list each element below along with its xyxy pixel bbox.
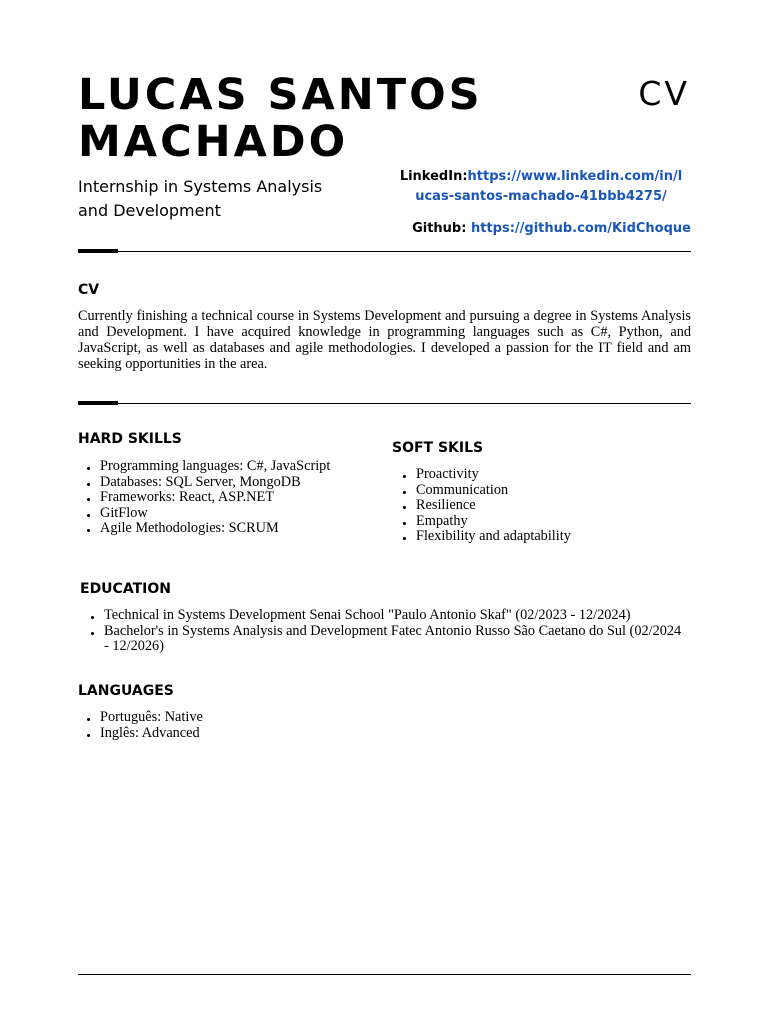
hard-skills-list xyxy=(78,459,378,537)
footer-divider xyxy=(78,974,691,975)
list-item: Proactivity xyxy=(394,467,684,483)
job-subtitle xyxy=(78,175,368,223)
linkedin-link[interactable]: https://www.linkedin.com/in/l xyxy=(467,169,683,184)
github-link[interactable]: https://github.com/KidChoque xyxy=(470,221,691,236)
soft-skills-list xyxy=(394,467,684,545)
list-item: Bachelor's in Systems Analysis and Development Fatec Antonio Russo São Caetano do Sul (02/2024 - 12/2026) xyxy=(82,624,682,655)
github-row xyxy=(391,219,691,239)
document-label: CV xyxy=(638,74,690,113)
list-item: Programming languages: C#, JavaScript xyxy=(78,459,378,475)
education-list xyxy=(82,608,682,655)
name-line-1: LUCAS SANTOS xyxy=(78,70,483,120)
list-item: Português: Native xyxy=(78,710,378,726)
education-heading: EDUCATION xyxy=(80,581,171,597)
summary-text: Currently finishing a technical course in Systems Development and pursuing a degree in Systems Analysis and Development. I have acquired knowledge in programming languages such as C#, Python, and JavaScript, as well as databases and agile methodologies. I developed a passion for the IT field and am seeking opportunities in the area. xyxy=(78,308,691,372)
linkedin-row-2 xyxy=(391,187,691,207)
soft-skills-heading: SOFT SKILS xyxy=(392,440,484,456)
languages-heading: LANGUAGES xyxy=(78,683,174,699)
divider-accent xyxy=(78,249,118,253)
divider-accent xyxy=(78,401,118,405)
linkedin-row xyxy=(391,167,691,187)
list-item: Agile Methodologies: SCRUM xyxy=(78,521,378,537)
candidate-name xyxy=(78,72,578,166)
list-item: Inglês: Advanced xyxy=(78,726,378,742)
languages-list xyxy=(78,710,378,741)
list-item: Flexibility and adaptability xyxy=(394,529,684,545)
list-item: Resilience xyxy=(394,498,684,514)
list-item: Databases: SQL Server, MongoDB xyxy=(78,475,378,491)
linkedin-label: LinkedIn: xyxy=(399,169,468,184)
list-item: Technical in Systems Development Senai School "Paulo Antonio Skaf" (02/2023 - 12/2024) xyxy=(82,608,682,624)
github-label: Github: xyxy=(412,221,471,236)
list-item: Empathy xyxy=(394,514,684,530)
list-item: Communication xyxy=(394,483,684,499)
linkedin-link-continued[interactable]: ucas-santos-machado-41bbb4275/ xyxy=(415,189,667,204)
contact-links xyxy=(391,167,691,239)
hard-skills-heading: HARD SKILLS xyxy=(78,431,182,447)
list-item: Frameworks: React, ASP.NET xyxy=(78,490,378,506)
subtitle-line-1: Internship in Systems Analysis xyxy=(78,177,323,196)
subtitle-line-2: and Development xyxy=(78,201,221,220)
section-divider xyxy=(78,403,691,404)
summary-heading: CV xyxy=(78,282,100,298)
list-item: GitFlow xyxy=(78,506,378,522)
name-line-2: MACHADO xyxy=(78,117,349,167)
section-divider xyxy=(78,251,691,252)
